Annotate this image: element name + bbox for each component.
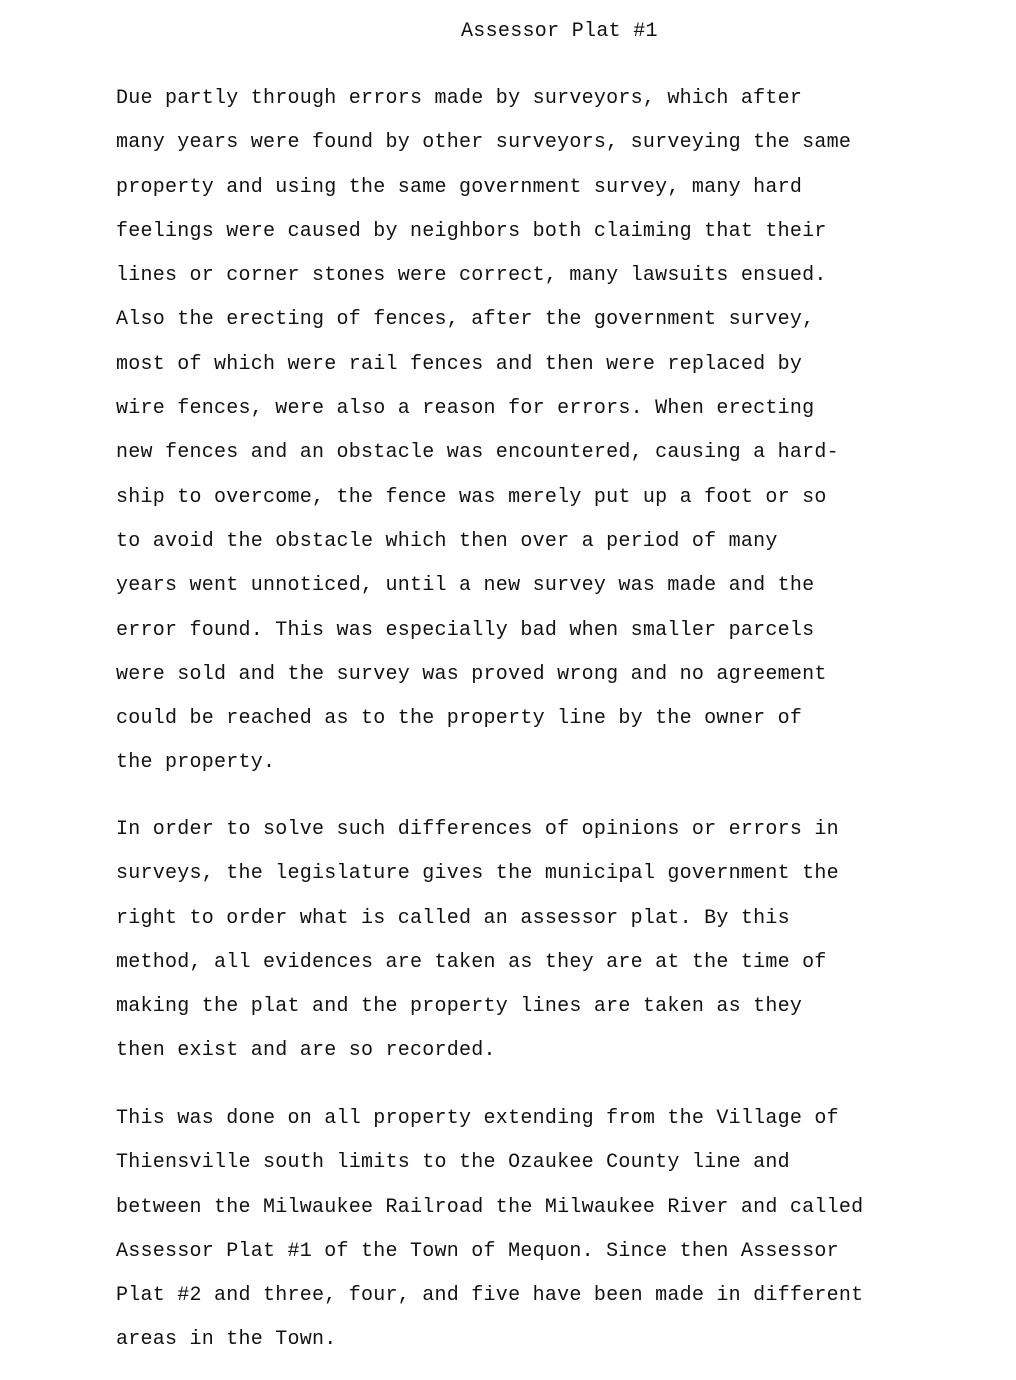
- paragraph-2: [116, 808, 996, 1074]
- paragraph-line: making the plat and the property lines are taken as they: [116, 995, 803, 1019]
- paragraph-line: In order to solve such differences of opinions or errors in: [116, 818, 839, 841]
- page-title: Assessor Plat #1: [461, 20, 658, 43]
- paragraph-line: Thiensville south limits to the Ozaukee County line and: [116, 1151, 790, 1175]
- paragraph-line: property and using the same government survey, many hard: [116, 175, 803, 199]
- paragraph-line: years went unnoticed, until a new survey was made and the: [116, 574, 815, 598]
- paragraph-line: feelings were caused by neighbors both claiming that their: [116, 219, 827, 243]
- paragraph-line: many years were found by other surveyors, surveying the same: [116, 131, 852, 155]
- paragraph-3: [116, 1097, 996, 1363]
- paragraph-line: between the Milwaukee Railroad the Milwaukee River and called: [116, 1195, 864, 1219]
- paragraph-line: could be reached as to the property line by the owner of: [116, 707, 803, 731]
- paragraph-line: Assessor Plat #1 of the Town of Mequon. Since then Assessor: [116, 1239, 839, 1263]
- paragraph-line: lines or corner stones were correct, many lawsuits ensued.: [116, 264, 827, 288]
- paragraph-line: method, all evidences are taken as they are at the time of: [116, 950, 827, 974]
- paragraph-line: wire fences, were also a reason for errors. When erecting: [116, 397, 815, 421]
- paragraph-line: were sold and the survey was proved wrong and no agreement: [116, 662, 827, 686]
- paragraph-line: Due partly through errors made by surveyors, which after: [116, 87, 803, 110]
- paragraph-line: right to order what is called an assessor plat. By this: [116, 906, 790, 930]
- paragraph-line: then exist and are so recorded.: [116, 1039, 496, 1063]
- paragraph-line: Plat #2 and three, four, and five have been made in different: [116, 1284, 864, 1308]
- paragraph-line: Also the erecting of fences, after the government survey,: [116, 308, 815, 332]
- paragraph-line: error found. This was especially bad when smaller parcels: [116, 618, 815, 642]
- paragraph-line: to avoid the obstacle which then over a period of many: [116, 529, 778, 553]
- paragraph-line: new fences and an obstacle was encountered, causing a hard-: [116, 441, 839, 465]
- paragraph-line: most of which were rail fences and then were replaced by: [116, 352, 803, 376]
- paragraph-line: the property.: [116, 751, 276, 775]
- paragraph-line: areas in the Town.: [116, 1328, 337, 1352]
- paragraph-line: ship to overcome, the fence was merely put up a foot or so: [116, 485, 827, 509]
- paragraph-line: This was done on all property extending from the Village of: [116, 1107, 839, 1130]
- paragraph-line: surveys, the legislature gives the municipal government the: [116, 862, 839, 886]
- paragraph-1: [116, 77, 996, 786]
